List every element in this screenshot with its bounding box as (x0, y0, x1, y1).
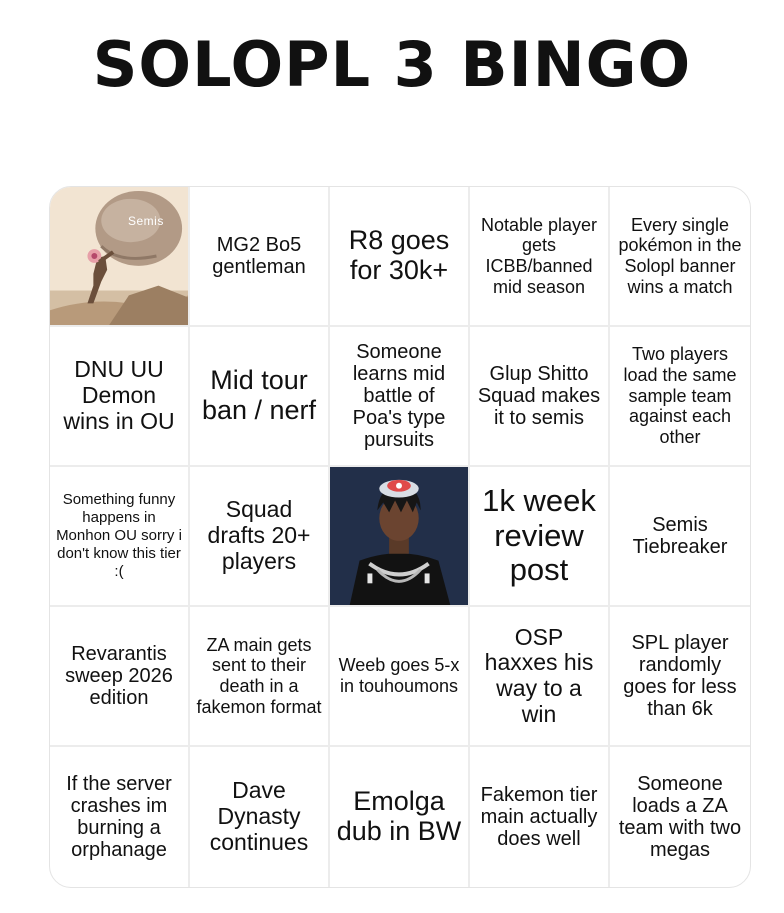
cell-text: OSP haxxes his way to a win (484, 623, 594, 727)
cell-text: If the server crashes im burning a orphanage (66, 773, 172, 861)
bingo-cell-image-sisyphus[interactable] (50, 187, 190, 327)
cell-text: Fakemon tier main actually does well (480, 784, 598, 850)
bingo-cell[interactable] (190, 187, 330, 327)
sisyphus-boulder-image (50, 187, 188, 325)
cell-text: Someone loads a ZA team with two megas (618, 773, 742, 861)
bingo-cell-free-space[interactable] (330, 467, 470, 607)
bingo-cell[interactable] (330, 327, 470, 467)
cell-text: Someone learns mid battle of Poa's type pursuits (352, 341, 446, 451)
cell-text: Notable player gets ICBB/banned mid season (480, 214, 598, 297)
bingo-title: SOLOPL 3 BINGO (92, 28, 692, 101)
cell-text: R8 goes for 30k+ (348, 225, 450, 285)
bingo-cell[interactable] (610, 187, 750, 327)
cell-text: Weeb goes 5-x in touhoumons (338, 655, 460, 696)
rapper-photo-image (330, 467, 468, 605)
bingo-cell[interactable] (470, 467, 610, 607)
cell-text: 1k week review post (482, 482, 596, 588)
bingo-cell[interactable] (470, 327, 610, 467)
bingo-cell[interactable] (470, 607, 610, 747)
bingo-cell[interactable] (330, 607, 470, 747)
bingo-cell[interactable] (610, 607, 750, 747)
bingo-cell[interactable] (610, 327, 750, 467)
cell-text: MG2 Bo5 gentleman (212, 234, 306, 278)
bingo-cell[interactable] (50, 747, 190, 887)
cell-text: Glup Shitto Squad makes it to semis (477, 363, 601, 429)
cell-text: SPL player randomly goes for less than 6k (623, 632, 737, 720)
cell-text: Emolga dub in BW (336, 786, 462, 846)
bingo-cell[interactable] (50, 327, 190, 467)
bingo-cell[interactable] (50, 467, 190, 607)
cell-text: Squad drafts 20+ players (207, 496, 311, 574)
bingo-cell[interactable] (470, 747, 610, 887)
bingo-cell[interactable] (190, 747, 330, 887)
semis-caption: Semis (128, 214, 164, 228)
cell-text: Every single pokémon in the Solopl banner wins a match (618, 214, 742, 297)
cell-text: Revarantis sweep 2026 edition (65, 643, 173, 709)
bingo-cell[interactable] (330, 187, 470, 327)
bingo-cell[interactable] (50, 607, 190, 747)
cell-text: Mid tour ban / nerf (201, 365, 317, 425)
cell-text: Dave Dynasty continues (209, 777, 309, 855)
bingo-cell[interactable] (470, 187, 610, 327)
bingo-cell[interactable] (190, 467, 330, 607)
bingo-board (49, 186, 751, 888)
bingo-cell[interactable] (330, 747, 470, 887)
cell-text: DNU UU Demon wins in OU (63, 356, 175, 434)
bingo-cell[interactable] (610, 747, 750, 887)
bingo-cell[interactable] (190, 327, 330, 467)
cell-text: Something funny happens in Monhon OU sorry i don't know this tier :( (56, 491, 182, 580)
cell-text: ZA main gets sent to their death in a fakemon format (196, 634, 322, 717)
bingo-cell[interactable] (610, 467, 750, 607)
bingo-cell[interactable] (190, 607, 330, 747)
cell-text: Two players load the same sample team against each other (623, 344, 737, 448)
cell-text: Semis Tiebreaker (632, 514, 728, 558)
